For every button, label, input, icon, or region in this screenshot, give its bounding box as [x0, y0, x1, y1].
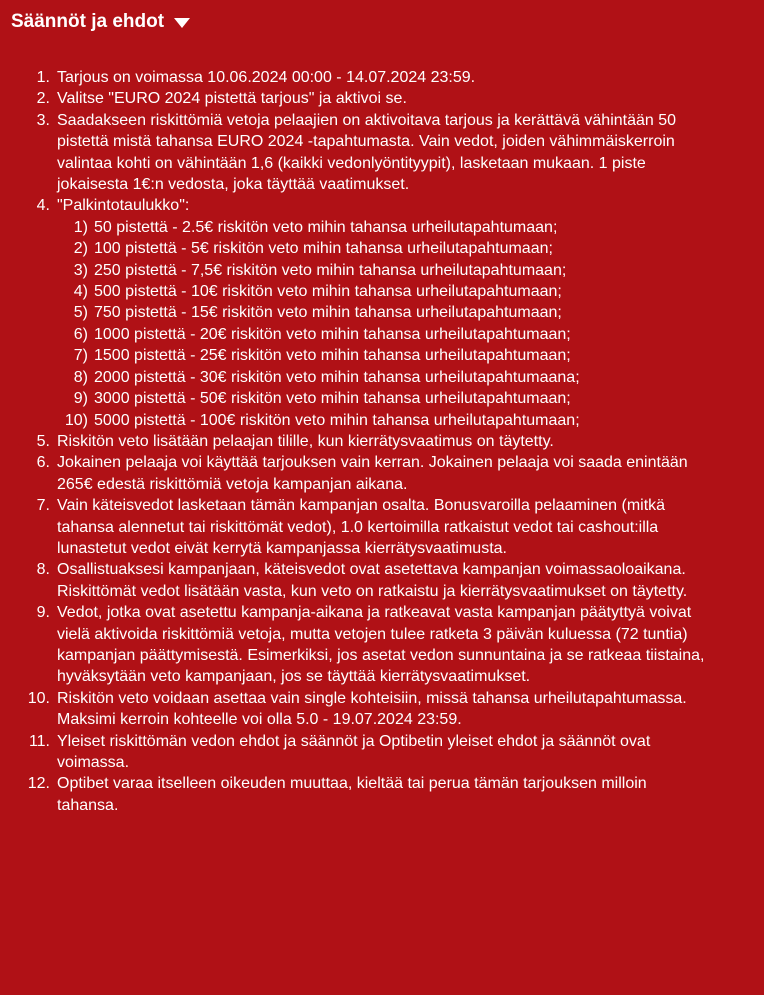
terms-item [10, 67, 712, 88]
prize-table-item-text: 5000 pistettä - 100€ riskitön veto mihin tahansa urheilutapahtumaan; [94, 411, 580, 429]
terms-item-text: "Palkintotaulukko": [57, 197, 190, 215]
terms-item [10, 559, 712, 602]
prize-table-item [57, 238, 712, 259]
terms-accordion-header[interactable] [10, 10, 754, 34]
prize-table-item [57, 388, 712, 409]
prize-table-item [57, 324, 712, 345]
prize-table-item [57, 281, 712, 302]
prize-table-item-number: 9) [73, 390, 88, 408]
terms-item-text: Saadakseen riskittömiä vetoja pelaajien on aktivoitava tarjous ja kerättävä vähintään 50 pistettä mistä tahansa EURO 2024 -tapahtumasta. Vain vedot, joiden vähimmäiskerroin valintaa kohti on vähintään 1,6 (kaikki vedonlyöntityypit), lasketaan mukaan. 1 piste jokaisesta 1€:n vedosta, joka täyttää vaatimukset. [57, 111, 677, 194]
prize-table-item-text: 2000 pistettä - 30€ riskitön veto mihin tahansa urheilutapahtumaana; [94, 368, 580, 386]
terms-item [10, 110, 712, 196]
terms-item [10, 773, 712, 816]
prize-table-item-number: 7) [73, 347, 88, 365]
terms-item-text: Jokainen pelaaja voi käyttää tarjouksen vain kerran. Jokainen pelaaja voi saada enintään 265€ edestä riskittömiä vetoja kampanjan aikana. [57, 454, 688, 493]
terms-item-number: 9. [36, 604, 50, 622]
terms-item-number: 7. [36, 497, 50, 515]
terms-item-text: Yleiset riskittömän vedon ehdot ja säännöt ja Optibetin yleiset ehdot ja säännöt ovat voimassa. [57, 732, 651, 771]
terms-item-text: Valitse "EURO 2024 pistettä tarjous" ja aktivoi se. [57, 90, 407, 108]
prize-table-item [57, 410, 712, 431]
chevron-down-icon[interactable] [174, 18, 190, 28]
prize-table-item-number: 5) [73, 304, 88, 322]
terms-item [10, 495, 712, 559]
prize-table-item-text: 1500 pistettä - 25€ riskitön veto mihin tahansa urheilutapahtumaan; [94, 347, 571, 365]
terms-item-text: Vain käteisvedot lasketaan tämän kampanjan osalta. Bonusvaroilla pelaaminen (mitkä tahansa alennetut tai riskittömät vedot), 1.0 kertoimilla ratkaistut vedot tai cashout:illa lunastetut vedot eivät kerrytä kampanjassa kierrätysvaatimusta. [57, 497, 666, 557]
terms-item-text: Riskitön veto lisätään pelaajan tilille, kun kierrätysvaatimus on täytetty. [57, 432, 554, 450]
prize-table-item-text: 50 pistettä - 2.5€ riskitön veto mihin tahansa urheilutapahtumaan; [94, 218, 558, 236]
prize-table-item-number: 1) [73, 218, 88, 236]
prize-table-item-text: 1000 pistettä - 20€ riskitön veto mihin tahansa urheilutapahtumaan; [94, 325, 571, 343]
prize-table-list [57, 217, 712, 431]
prize-table-item-number: 6) [73, 325, 88, 343]
terms-item-text: Tarjous on voimassa 10.06.2024 00:00 - 14.07.2024 23:59. [57, 69, 476, 86]
terms-item [10, 195, 712, 430]
terms-item-number: 6. [36, 454, 50, 472]
terms-item-number: 2. [36, 90, 50, 108]
terms-item-number: 5. [36, 432, 50, 450]
prize-table-item-number: 8) [73, 368, 88, 386]
prize-table-item [57, 367, 712, 388]
terms-item [10, 731, 712, 774]
terms-item-number: 8. [36, 561, 50, 579]
terms-item [10, 688, 712, 731]
terms-item [10, 88, 712, 109]
terms-item-number: 1. [36, 69, 50, 86]
prize-table-item [57, 260, 712, 281]
prize-table-item-number: 2) [73, 240, 88, 258]
prize-table-item [57, 217, 712, 238]
prize-table-item-number: 3) [73, 261, 88, 279]
prize-table-item-text: 500 pistettä - 10€ riskitön veto mihin tahansa urheilutapahtumaan; [94, 283, 562, 301]
terms-title: Säännöt ja ehdot [11, 11, 165, 32]
prize-table-item-number: 10) [64, 411, 88, 429]
prize-table-item-text: 750 pistettä - 15€ riskitön veto mihin tahansa urheilutapahtumaan; [94, 304, 562, 322]
terms-list [10, 67, 754, 816]
terms-item-number: 11. [28, 732, 50, 750]
terms-item-number: 12. [27, 775, 50, 793]
terms-item-text: Vedot, jotka ovat asetettu kampanja-aikana ja ratkeavat vasta kampanjan päätyttyä voivat vielä aktivoida riskittömiä vetoja, mutta vetojen tulee ratketa 3 päivän kuluessa (72 tuntia) kampanjan päättymisestä. Esimerkiksi, jos asetat vedon sunnuntaina ja se ratkeaa tiistaina, hyväksytään veto kampanjaan, jos se täyttää kierrätysvaatimukset. [57, 604, 705, 686]
terms-item-number: 3. [36, 111, 50, 129]
prize-table-item [57, 302, 712, 323]
prize-table-item-text: 100 pistettä - 5€ riskitön veto mihin tahansa urheilutapahtumaan; [94, 240, 553, 258]
terms-item-text: Optibet varaa itselleen oikeuden muuttaa, kieltää tai perua tämän tarjouksen milloin tahansa. [57, 775, 647, 814]
prize-table-item-text: 250 pistettä - 7,5€ riskitön veto mihin tahansa urheilutapahtumaan; [94, 261, 567, 279]
terms-item-text: Osallistuaksesi kampanjaan, käteisvedot ovat asetettava kampanjan voimassaoloaikana. Riskittömät vedot lisätään vasta, kun veto on ratkaistu ja kierrätysvaatimukset on täytetty. [57, 561, 688, 600]
prize-table-item-number: 4) [73, 283, 88, 301]
prize-table-item-text: 3000 pistettä - 50€ riskitön veto mihin tahansa urheilutapahtumaan; [94, 390, 571, 408]
terms-item-text: Riskitön veto voidaan asettaa vain single kohteisiin, missä tahansa urheilutapahtumassa. Maksimi kerroin kohteelle voi olla 5.0 - 19.07.2024 23:59. [57, 689, 687, 729]
prize-table-item [57, 345, 712, 366]
terms-item [10, 602, 712, 688]
terms-item-number: 4. [36, 197, 50, 215]
terms-item [10, 452, 712, 495]
terms-item [10, 431, 712, 452]
terms-item-number: 10. [27, 689, 50, 707]
